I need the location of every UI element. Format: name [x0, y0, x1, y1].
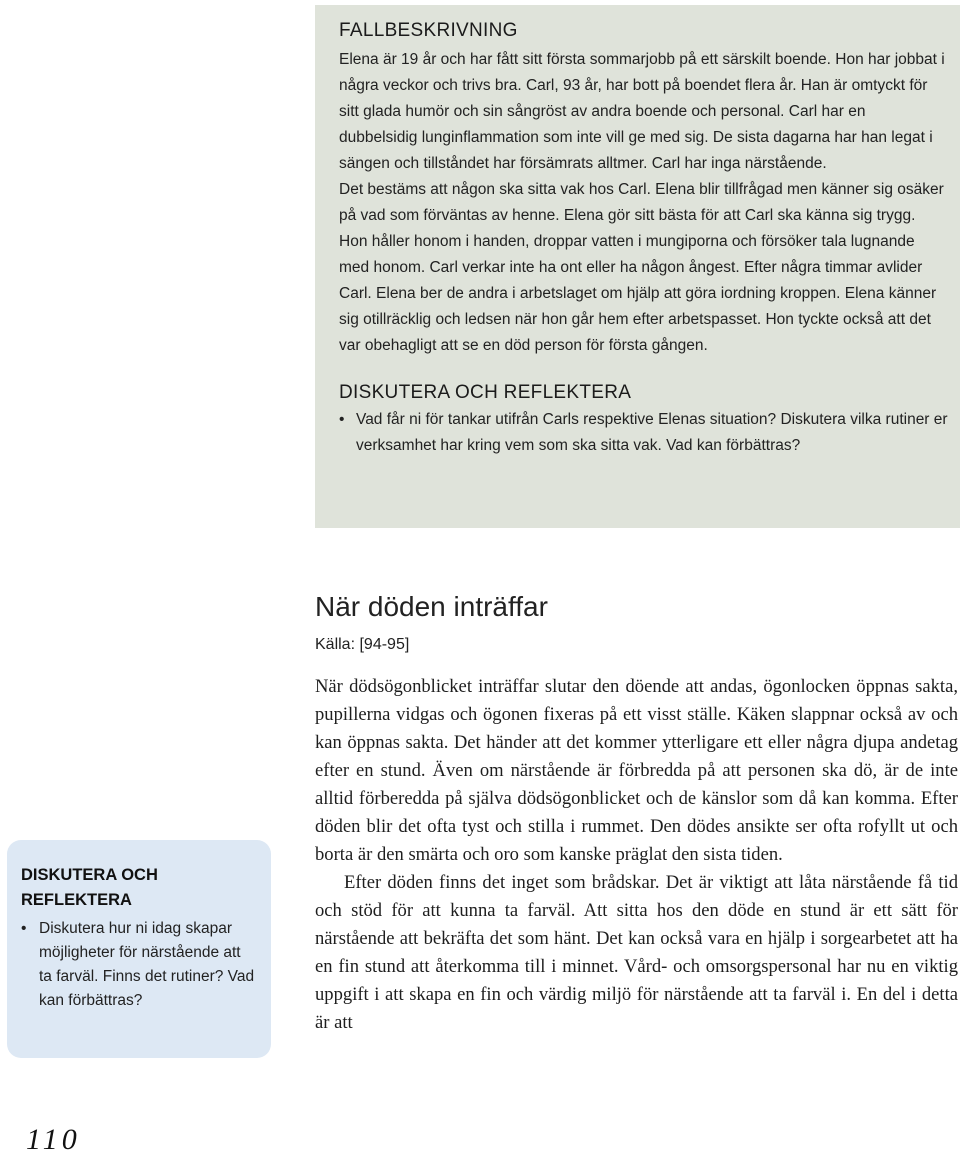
discuss-bullet-text: Vad får ni för tankar utifrån Carls respektive Elenas situation? Diskutera vilka rutiner er verksamhet har kring vem som ska sitta vak. Vad kan förbättras? [356, 411, 948, 454]
body-paragraph: Efter döden finns det inget som brådskar. Det är viktigt att låta närstående få tid och stöd för att kunna ta farväl. Att sitta hos den döde en stund är ett sätt för närstående att bekräfta det som hänt. Det kan också vara en hjälp i sorgearbetet att ha en fin stund att återkomma till i minnet. Vård- och omsorgspersonal har nu en viktig uppgift i att skapa en fin och värdig miljö för närstående att ta farväl i. En del i detta är att [315, 872, 958, 1033]
source-reference: Källa: [94-95] [315, 636, 410, 653]
section-title: När döden inträffar [315, 591, 548, 622]
side-bullet-item [21, 917, 257, 1013]
case-paragraph: Det bestäms att någon ska sitta vak hos Carl. Elena blir tillfrågad men känner sig osäker på vad som förväntas av henne. Elena gör sitt bästa för att Carl ska känna sig trygg. Hon håller honom i handen, droppar vatten i mungiporna och försöker tala lugnande med honom. Carl verkar inte ha ont eller ha någon ångest. Efter några timmar avlider Carl. Elena ber de andra i arbetslaget om hjälp att göra iordning kroppen. Elena känner sig otillräcklig och ledsen när hon går hem efter arbetspasset. Hon tyckte också att det var obehagligt att se en död person för första gången. [339, 181, 944, 354]
side-discussion-box [7, 840, 271, 1058]
body-text [315, 673, 958, 1037]
case-description-box [315, 5, 960, 528]
discuss-bullet-item [339, 407, 948, 459]
bullet-icon: • [21, 920, 27, 937]
side-bullet-text: Diskutera hur ni idag skapar möjligheter för närstående att ta farväl. Finns det rutiner? Vad kan förbättras? [39, 920, 255, 1009]
side-heading: DISKUTERA OCH REFLEKTERA [21, 866, 158, 909]
discuss-heading: DISKUTERA OCH REFLEKTERA [339, 382, 632, 403]
case-heading: FALLBESKRIVNING [339, 20, 518, 41]
body-paragraph: När dödsögonblicket inträffar slutar den döende att andas, ögonlocken öppnas sakta, pupillerna vidgas och ögonen fixeras på ett visst ställe. Käken slappnar också av och kan öppnas sakta. Det händer att det kommer ytterligare ett eller några djupa andetag efter en stund. Även om närstående är förbredda på att personen ska dö, är de inte alltid förberedda på själva dödsögonblicket och de känslor som då kan komma. Efter döden blir det ofta tyst och stilla i rummet. Den dödes ansikte ser ofta rofyllt ut och borta är den smärta och oro som kanske präglat den sista tiden. [315, 676, 958, 865]
case-text [339, 47, 948, 359]
case-paragraph: Elena är 19 år och har fått sitt första sommarjobb på ett särskilt boende. Hon har jobbat i några veckor och trivs bra. Carl, 93 år, har bott på boendet flera år. Han är omtyckt för sitt glada humör och sin sångröst av andra boende och personal. Carl har en dubbelsidig lunginflammation som inte vill ge med sig. De sista dagarna har han legat i sängen och tillståndet har försämrats alltmer. Carl har inga närstående. [339, 51, 945, 172]
bullet-icon: • [339, 411, 345, 428]
page-number: 110 [26, 1123, 81, 1156]
